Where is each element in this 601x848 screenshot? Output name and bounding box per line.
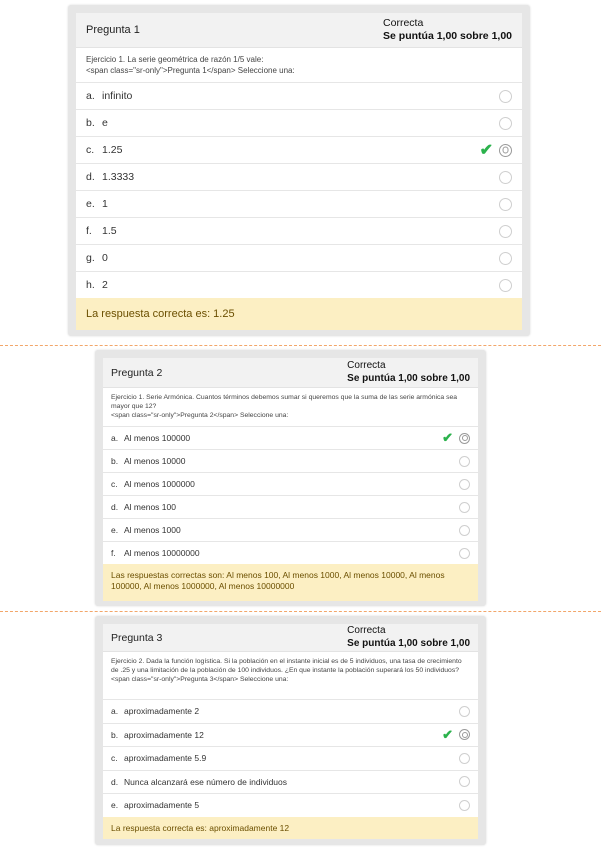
checkmark-icon: ✔ [479,142,493,159]
prompt-text: Ejercicio 1. La serie geométrica de razón 1/5 vale: [86,55,264,64]
option-letter: e. [86,198,95,210]
option-text: Al menos 100000 [124,433,191,443]
answer-option[interactable] [76,190,522,217]
question-status [347,360,470,385]
answer-option[interactable] [103,518,478,541]
question-status [347,625,470,650]
radio-button[interactable] [459,706,470,717]
status-label: Correcta [383,16,424,29]
radio-button[interactable] [459,800,470,811]
option-letter: d. [86,171,95,183]
section-divider [0,345,601,346]
option-text: 0 [102,252,108,264]
radio-button[interactable] [499,279,512,292]
option-text: infinito [102,90,133,102]
answer-option-selected[interactable] [76,136,522,163]
question-status [383,17,512,43]
question-card-2 [95,350,486,606]
answer-option[interactable] [76,109,522,136]
radio-button[interactable] [499,90,512,103]
correct-answer-feedback: La respuesta correcta es: 1.25 [76,298,522,330]
answer-option[interactable] [103,746,478,770]
prompt-instruction: <span class="sr-only">Pregunta 3</span> Seleccione una: [111,676,289,684]
option-letter: f. [86,225,92,237]
option-letter: b. [111,456,119,466]
option-letter: d. [111,502,119,512]
option-letter: h. [86,279,95,291]
option-letter: a. [111,433,119,443]
grade-label: Se puntúa 1,00 sobre 1,00 [347,637,470,649]
option-text: e [102,117,108,129]
radio-button[interactable] [499,171,512,184]
question-card-3 [95,616,486,845]
answer-option-selected[interactable] [103,723,478,747]
option-text: Al menos 100 [124,502,176,512]
option-letter: f. [111,548,116,558]
prompt-instruction: <span class="sr-only">Pregunta 1</span> Seleccione una: [86,65,295,75]
option-letter: g. [86,252,95,264]
option-text: aproximadamente 2 [124,706,200,717]
answer-option[interactable] [76,82,522,109]
answer-option-selected[interactable] [103,426,478,449]
question-prompt [103,388,478,426]
option-text: 1.25 [102,144,123,156]
radio-button[interactable] [499,117,512,130]
prompt-text: Ejercicio 1. Serie Armónica. Cuantos términos debemos sumar si queremos que la suma de las serie armónica sea mayor que 12? [111,394,458,411]
question-prompt [103,652,478,699]
radio-button-selected[interactable] [459,433,470,444]
answer-option[interactable] [103,770,478,794]
option-text: aproximadamente 5 [124,800,200,811]
option-letter: c. [86,144,95,156]
question-card-1 [68,5,530,336]
answer-option[interactable] [76,244,522,271]
checkmark-icon: ✔ [442,430,453,445]
radio-button[interactable] [459,776,470,787]
question-title: Pregunta 2 [111,366,163,379]
answer-option[interactable] [103,699,478,723]
option-text: aproximadamente 12 [124,729,204,740]
answer-option[interactable] [76,217,522,244]
option-text: 2 [102,279,108,291]
grade-label: Se puntúa 1,00 sobre 1,00 [347,372,470,384]
correct-answer-feedback: Las respuestas correctas son: Al menos 100, Al menos 1000, Al menos 10000, Al menos 100000, Al menos 1000000, Al menos 10000000 [103,564,478,601]
option-text: Nunca alcanzará ese número de individuos [124,776,288,787]
option-letter: a. [111,706,119,717]
question-title: Pregunta 3 [111,631,163,644]
option-letter: b. [86,117,95,129]
option-text: Al menos 1000 [124,525,181,535]
radio-button[interactable] [499,252,512,265]
radio-button[interactable] [459,456,470,467]
option-text: 1.3333 [102,171,135,183]
status-label: Correcta [347,625,386,636]
option-text: Al menos 10000 [124,456,186,466]
radio-button-selected[interactable] [499,144,512,157]
section-divider [0,611,601,612]
option-letter: e. [111,525,119,535]
option-letter: e. [111,800,119,811]
answer-option[interactable] [103,541,478,564]
option-text: aproximadamente 5.9 [124,753,207,764]
option-letter: a. [86,90,95,102]
question-header [76,13,522,48]
option-text: 1.5 [102,225,117,237]
radio-button[interactable] [459,548,470,559]
correct-answer-feedback: La respuesta correcta es: aproximadamente 12 [103,817,478,839]
status-label: Correcta [347,360,386,371]
question-title: Pregunta 1 [86,24,140,36]
option-letter: b. [111,729,119,740]
grade-label: Se puntúa 1,00 sobre 1,00 [383,30,512,42]
radio-button-selected[interactable] [459,729,470,740]
radio-button[interactable] [459,753,470,764]
option-letter: c. [111,753,118,764]
prompt-instruction: <span class="sr-only">Pregunta 2</span> Seleccione una: [111,412,289,420]
option-text: Al menos 10000000 [124,548,200,558]
option-letter: d. [111,776,119,787]
answer-option[interactable] [103,793,478,817]
option-letter: c. [111,479,118,489]
answer-option[interactable] [103,472,478,495]
radio-button[interactable] [499,198,512,211]
question-header [103,624,478,652]
option-text: 1 [102,198,108,210]
radio-button[interactable] [459,479,470,490]
prompt-text: Ejercicio 2. Dada la función logística. Si la población en el instante inicial es de 5 individuos, una tasa de crecimiento de .25 y una limitación de la población de 100 individuos. ¿En que instante la población superará los 50 individuos? [111,658,462,675]
option-text: Al menos 1000000 [124,479,195,489]
question-prompt [76,48,522,82]
checkmark-icon: ✔ [442,726,453,742]
answer-option[interactable] [76,271,522,298]
answer-option[interactable] [103,495,478,518]
radio-button[interactable] [459,525,470,536]
question-header [103,358,478,388]
answer-option[interactable] [76,163,522,190]
radio-button[interactable] [499,225,512,238]
answer-option[interactable] [103,449,478,472]
radio-button[interactable] [459,502,470,513]
